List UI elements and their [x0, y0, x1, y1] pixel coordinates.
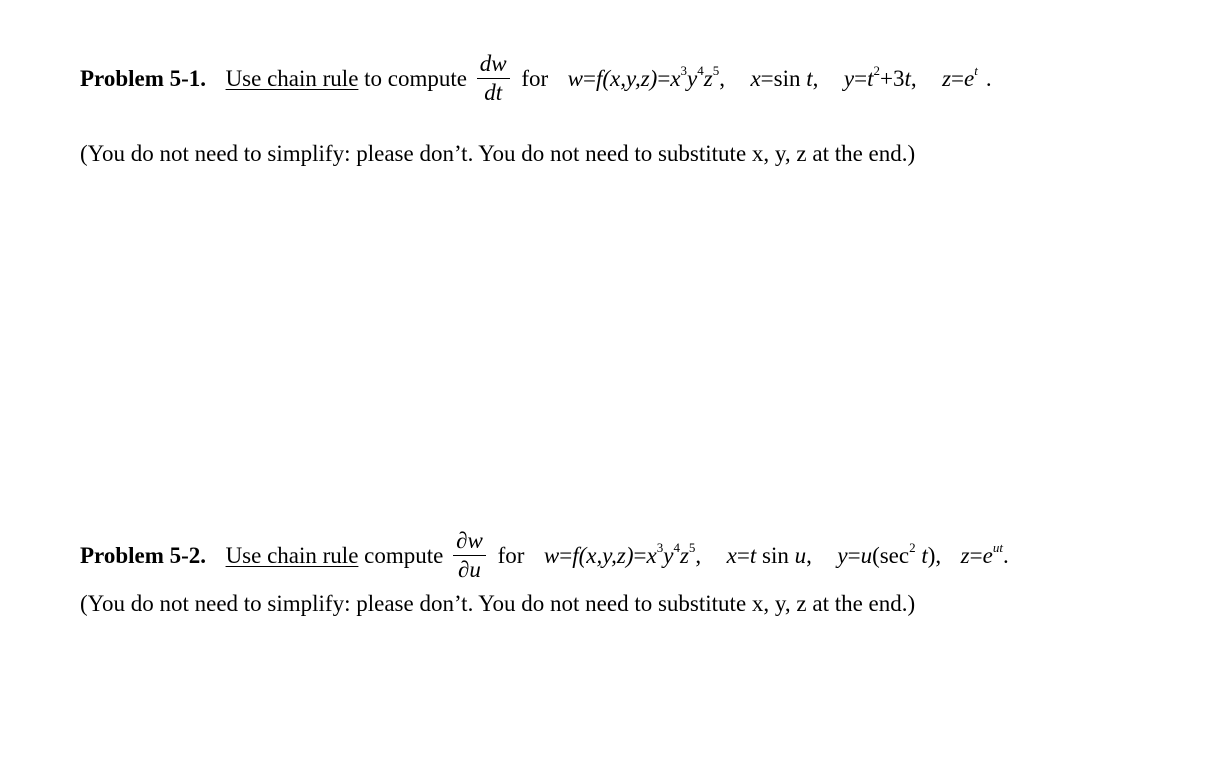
fraction-numerator: ∂w [453, 527, 486, 556]
z-definition: $z=e^{ut}$. [960, 539, 1009, 568]
problem-5-1-statement [80, 52, 992, 109]
x-definition: x=sin t, [750, 65, 819, 91]
for-word: for [521, 65, 549, 91]
problem-5-2-statement [80, 529, 1009, 586]
problem-5-2-instruction: compute [364, 542, 444, 568]
problem-5-1-note: (You do not need to simplify: please don’t. You do not need to substitute x, y, z at the end.) [80, 141, 916, 166]
problem-5-2-title: Problem 5-2. [80, 542, 207, 568]
problem-5-1-instruction: to compute [364, 65, 467, 91]
problem-5-2-note: (You do not need to simplify: please don’t. You do not need to substitute x, y, z at the end.) [80, 591, 916, 616]
function-definition: $w=f(x,y,z)=x^3y^4z^5$, [567, 62, 725, 91]
problem-5-1-derivative-fraction [477, 50, 510, 107]
fraction-denominator: dt [484, 80, 503, 105]
y-definition: $y=t^2+3t$, [843, 62, 917, 91]
problem-5-1-title: Problem 5-1. [80, 65, 207, 91]
fraction-denominator: ∂u [458, 557, 481, 582]
for-word: for [497, 542, 525, 568]
fraction-numerator: dw [477, 50, 510, 79]
y-definition: $y=u(\sec^2$ t), [837, 539, 942, 568]
x-definition: x=t sin u, [726, 542, 812, 568]
z-definition: $z=e^t$ . [942, 62, 992, 91]
problem-5-2-partial-derivative-fraction [453, 527, 486, 584]
problem-5-2-chain-rule-text: Use chain rule [225, 542, 359, 568]
function-definition: $w=f(x,y,z)=x^3y^4z^5$, [543, 539, 702, 568]
problem-5-1-chain-rule-text: Use chain rule [225, 65, 359, 91]
